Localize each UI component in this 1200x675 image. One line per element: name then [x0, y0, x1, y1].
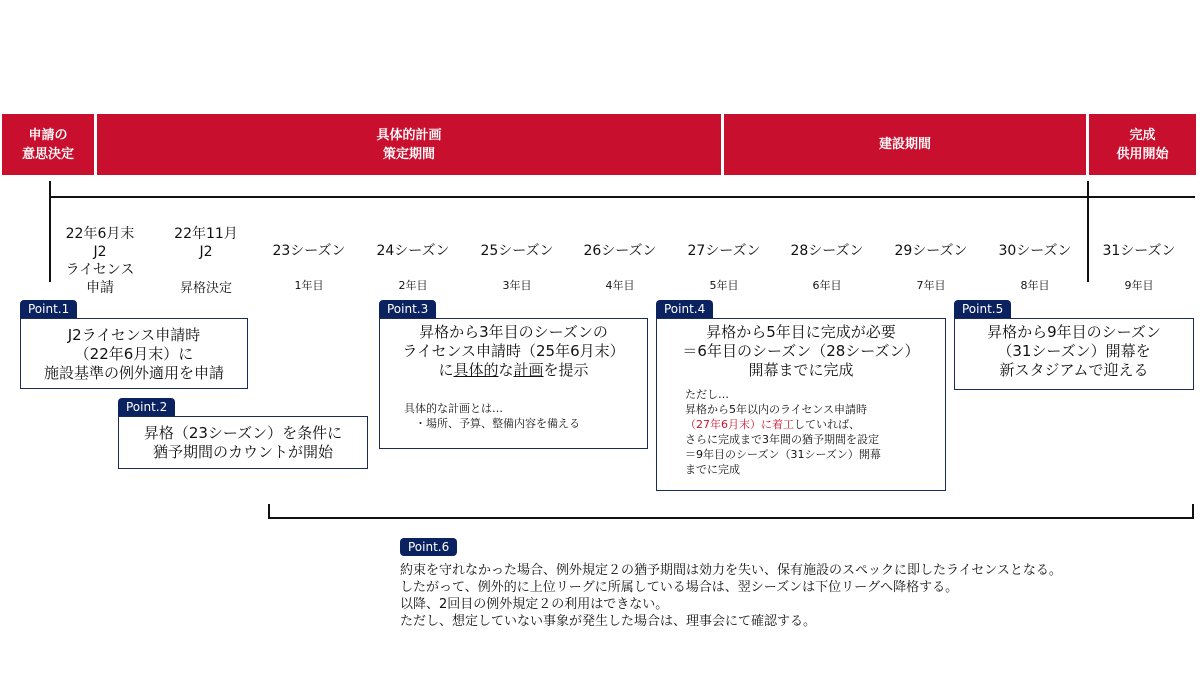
- point4-note-after-red: していれば、: [794, 418, 860, 431]
- point4-badge: Point.4: [656, 300, 713, 318]
- timeline-main: 26シーズン: [583, 243, 657, 259]
- point5-box: [954, 318, 1194, 390]
- point4-note2: さらに完成まで3年間の猶予期間を設定 ＝9年目のシーズン（31シーズン）開幕 までに完成: [685, 433, 881, 476]
- bracket-right: [1192, 504, 1194, 519]
- point2-text: 昇格（23シーズン）を条件に 猶予期間のカウントが開始: [143, 424, 343, 461]
- point2-box: [118, 416, 368, 469]
- timeline-main: 22年6月末 J2 ライセンス 申請: [65, 226, 135, 296]
- timeline-label-25: [467, 223, 567, 312]
- timeline-label-24: [363, 223, 463, 312]
- bracket-bottom: [268, 517, 1194, 519]
- point6-text: 約束を守れなかった場合、例外規定２の猶予期間は効力を失い、保有施設のスペックに即したライセンスとなる。 したがって、例外的に上位リーグに所属している場合は、翌シーズンは下位リーグへ降格する。 以降、2回目の例外規定２の利用はできない。 ただし、想定していない事象が発生した場合は、理事会にて確認する。: [400, 563, 1062, 629]
- timeline-sub: 2年目: [398, 279, 428, 292]
- point2-badge: Point.2: [118, 398, 175, 416]
- timeline-sub: 5年目: [709, 279, 739, 292]
- point3-line3c: な: [498, 361, 514, 379]
- point3-box: [379, 318, 648, 449]
- point1-box: [20, 318, 248, 389]
- point3-badge: Point.3: [379, 300, 436, 318]
- timeline-sub: 8年目: [1020, 279, 1050, 292]
- timeline-main: 27シーズン: [687, 243, 761, 259]
- timeline-label-promotion: [160, 206, 252, 317]
- timeline-main: 28シーズン: [790, 243, 864, 259]
- point6-badge: Point.6: [400, 538, 457, 556]
- point3-line3: [380, 361, 647, 380]
- timeline-sub: 1年目: [294, 279, 324, 292]
- point5-badge: Point.5: [954, 300, 1011, 318]
- timeline-main: 31シーズン: [1102, 243, 1176, 259]
- point3-line2: ライセンス申請時（25年6月末）: [402, 342, 625, 360]
- timeline-sub: 9年目: [1124, 279, 1154, 292]
- phase-decision: 申請の 意思決定: [2, 114, 94, 175]
- phase-planning: 具体的計画 策定期間: [97, 114, 721, 175]
- point4-note-red: （27年6月末）に着工: [685, 418, 794, 431]
- timeline-main: 29シーズン: [894, 243, 968, 259]
- phase-construction: 建設期間: [724, 114, 1086, 175]
- timeline-main: 24シーズン: [376, 243, 450, 259]
- timeline-sub: 7年目: [916, 279, 946, 292]
- phase-completion: 完成 供用開始: [1089, 114, 1196, 175]
- point4-text: 昇格から5年目に完成が必要 ＝6年目のシーズン（28シーズン） 開幕までに完成: [682, 323, 920, 379]
- point4-note1: ただし… 昇格から5年以内のライセンス申請時: [685, 388, 868, 416]
- point3-line3b: 具体的: [453, 361, 499, 379]
- timeline-label-31: [1089, 223, 1189, 312]
- timeline-axis: [49, 196, 1195, 198]
- point3-line3e: を提示: [543, 361, 589, 379]
- timeline-label-30: [985, 223, 1085, 312]
- point4-box: [656, 318, 946, 491]
- timeline-label-26: [570, 223, 670, 312]
- timeline-main: 25シーズン: [480, 243, 554, 259]
- timeline-sub: 昇格決定: [179, 281, 232, 296]
- timeline-sub: 6年目: [812, 279, 842, 292]
- timeline-label-23: [259, 223, 359, 312]
- timeline-sub: 3年目: [502, 279, 532, 292]
- point1-text: J2ライセンス申請時 （22年6月末）に 施設基準の例外適用を申請: [43, 326, 224, 382]
- timeline-sub: 4年目: [605, 279, 635, 292]
- timeline-label-27: [674, 223, 774, 312]
- point3-line1: 昇格から3年目のシーズンの: [419, 323, 608, 341]
- timeline-label-29: [881, 223, 981, 312]
- point3-note: 具体的な計画とは… ・場所、予算、整備内容を備える: [404, 402, 580, 430]
- timeline-main: 23シーズン: [272, 243, 346, 259]
- point3-line3a: に: [438, 361, 454, 379]
- point3-line3d: 計画: [513, 361, 544, 379]
- point5-text: 昇格から9年目のシーズン （31シーズン）開幕を 新スタジアムで迎える: [987, 323, 1161, 379]
- point1-badge: Point.1: [20, 300, 77, 318]
- point4-note: [685, 387, 881, 477]
- timeline-main: 22年11月 J2: [174, 226, 238, 260]
- timeline-label-28: [777, 223, 877, 312]
- timeline-main: 30シーズン: [998, 243, 1072, 259]
